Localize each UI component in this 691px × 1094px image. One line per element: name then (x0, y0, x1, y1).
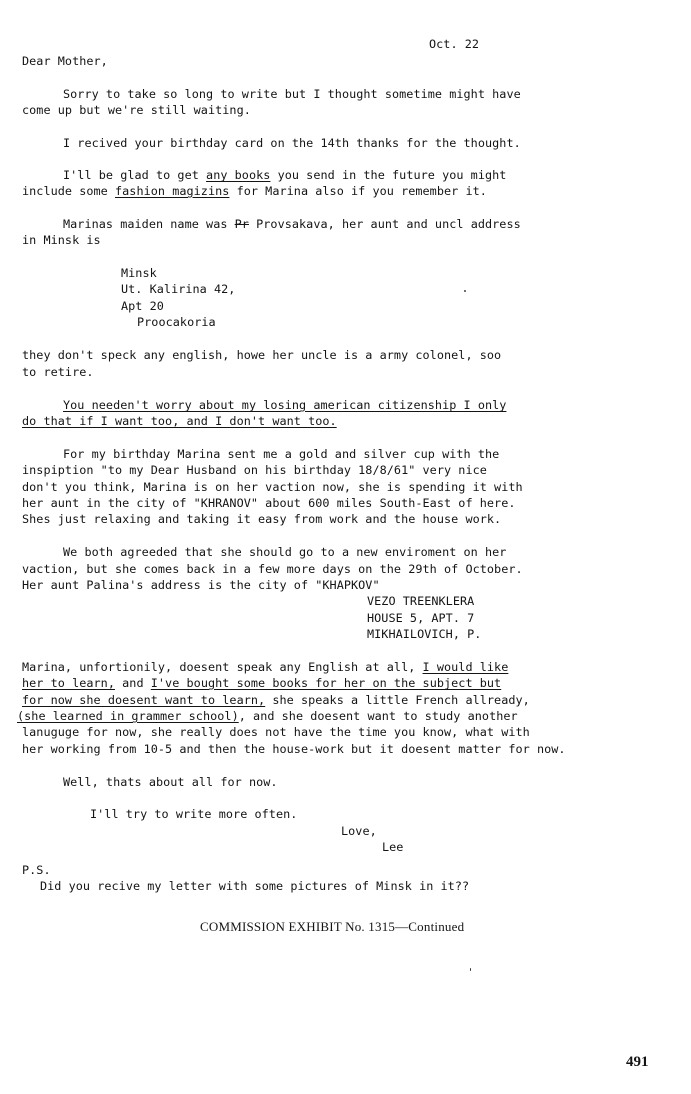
paragraph-line: her working from 10-5 and then the house-work but it doesent matter for now. (22, 742, 566, 756)
paragraph-line (22, 692, 530, 708)
paragraph-line (22, 659, 508, 675)
paragraph-line (17, 708, 518, 724)
text-run: she speaks a little French allready, (265, 693, 530, 707)
underlined-text: I've bought some books for her on the subject but (150, 676, 502, 690)
letter-date: Oct. 22 (429, 37, 480, 51)
underlined-line: You needen't worry about my losing american citizenship I only (63, 398, 507, 412)
address-line: Proocakoria (137, 315, 216, 329)
paragraph-line (22, 675, 501, 691)
paragraph-line: lanuguge for now, she really does not have the time you know, what with (22, 725, 530, 739)
paragraph-line (22, 183, 487, 199)
paragraph-line: We both agreeded that she should go to a new enviroment on her (63, 545, 507, 559)
paragraph-line: I recived your birthday card on the 14th thanks for the thought. (63, 136, 521, 150)
paragraph-line (63, 167, 506, 183)
underlined-text: for now she doesent want to learn, (22, 693, 266, 707)
address-line: VEZO TREENKLERA (367, 594, 475, 608)
paragraph-line: Sorry to take so long to write but I thought sometime might have (63, 87, 521, 101)
address-line: Minsk (121, 266, 157, 280)
closing: Love, (341, 824, 377, 838)
underlined-text: (she learned in grammer school) (17, 709, 239, 723)
paragraph-line: Her aunt Palina's address is the city of "KHAPKOV" (22, 578, 380, 592)
address-line: Ut. Kalirina 42, (121, 282, 236, 296)
address-line: Apt 20 (121, 299, 164, 313)
paragraph-line: I'll try to write more often. (90, 807, 298, 821)
struck-text: Pr (234, 217, 249, 231)
underlined-text: fashion magizins (114, 184, 230, 198)
text-run: I'll be glad to get (63, 168, 207, 182)
paragraph-line: her aunt in the city of "KHRANOV" about 600 miles South-East of here. (22, 496, 516, 510)
exhibit-caption: COMMISSION EXHIBIT No. 1315—Continued (200, 919, 465, 934)
paragraph-line: inspiption "to my Dear Husband on his birthday 18/8/61" very nice (22, 463, 487, 477)
signature: Lee (382, 840, 404, 854)
paragraph-line: in Minsk is (22, 233, 101, 247)
underlined-text: any books (206, 168, 271, 182)
stray-mark (464, 290, 466, 292)
text-run: , and she doesent want to study another (238, 709, 518, 723)
text-run: and (114, 676, 151, 690)
address-line: MIKHAILOVICH, P. (367, 627, 482, 641)
paragraph-line: For my birthday Marina sent me a gold and silver cup with the (63, 447, 500, 461)
text-run: Marinas maiden name was (63, 217, 235, 231)
page-number: 491 (626, 1054, 649, 1070)
paragraph-line: don't you think, Marina is on her vaction now, she is spending it with (22, 480, 523, 494)
paragraph-line: Well, thats about all for now. (63, 775, 278, 789)
text-run: Marina, unfortionily, doesent speak any English at all, (22, 660, 423, 674)
address-line: HOUSE 5, APT. 7 (367, 611, 475, 625)
text-run: you send in the future you might (270, 168, 507, 182)
paragraph-line: vaction, but she comes back in a few more days on the 29th of October. (22, 562, 523, 576)
text-run: Provsakava, her aunt and uncl address (248, 217, 521, 231)
ps-text: Did you recive my letter with some pictures of Minsk in it?? (40, 879, 470, 893)
paragraph-line: Shes just relaxing and taking it easy from work and the house work. (22, 512, 502, 526)
paragraph-line: to retire. (22, 365, 94, 379)
paragraph-line: come up but we're still waiting. (22, 103, 251, 117)
paragraph-line: they don't speck any english, howe her uncle is a army colonel, soo (22, 348, 502, 362)
salutation: Dear Mother, (22, 54, 108, 68)
text-run: for Marina also if you remember it. (229, 184, 487, 198)
underlined-line: do that if I want too, and I don't want too. (22, 414, 337, 428)
ps-label: P.S. (22, 863, 51, 877)
paragraph-line (63, 216, 521, 232)
stray-mark (470, 968, 471, 971)
underlined-text: I would like (422, 660, 509, 674)
text-run: include some (22, 184, 115, 198)
underlined-text: her to learn, (22, 676, 115, 690)
